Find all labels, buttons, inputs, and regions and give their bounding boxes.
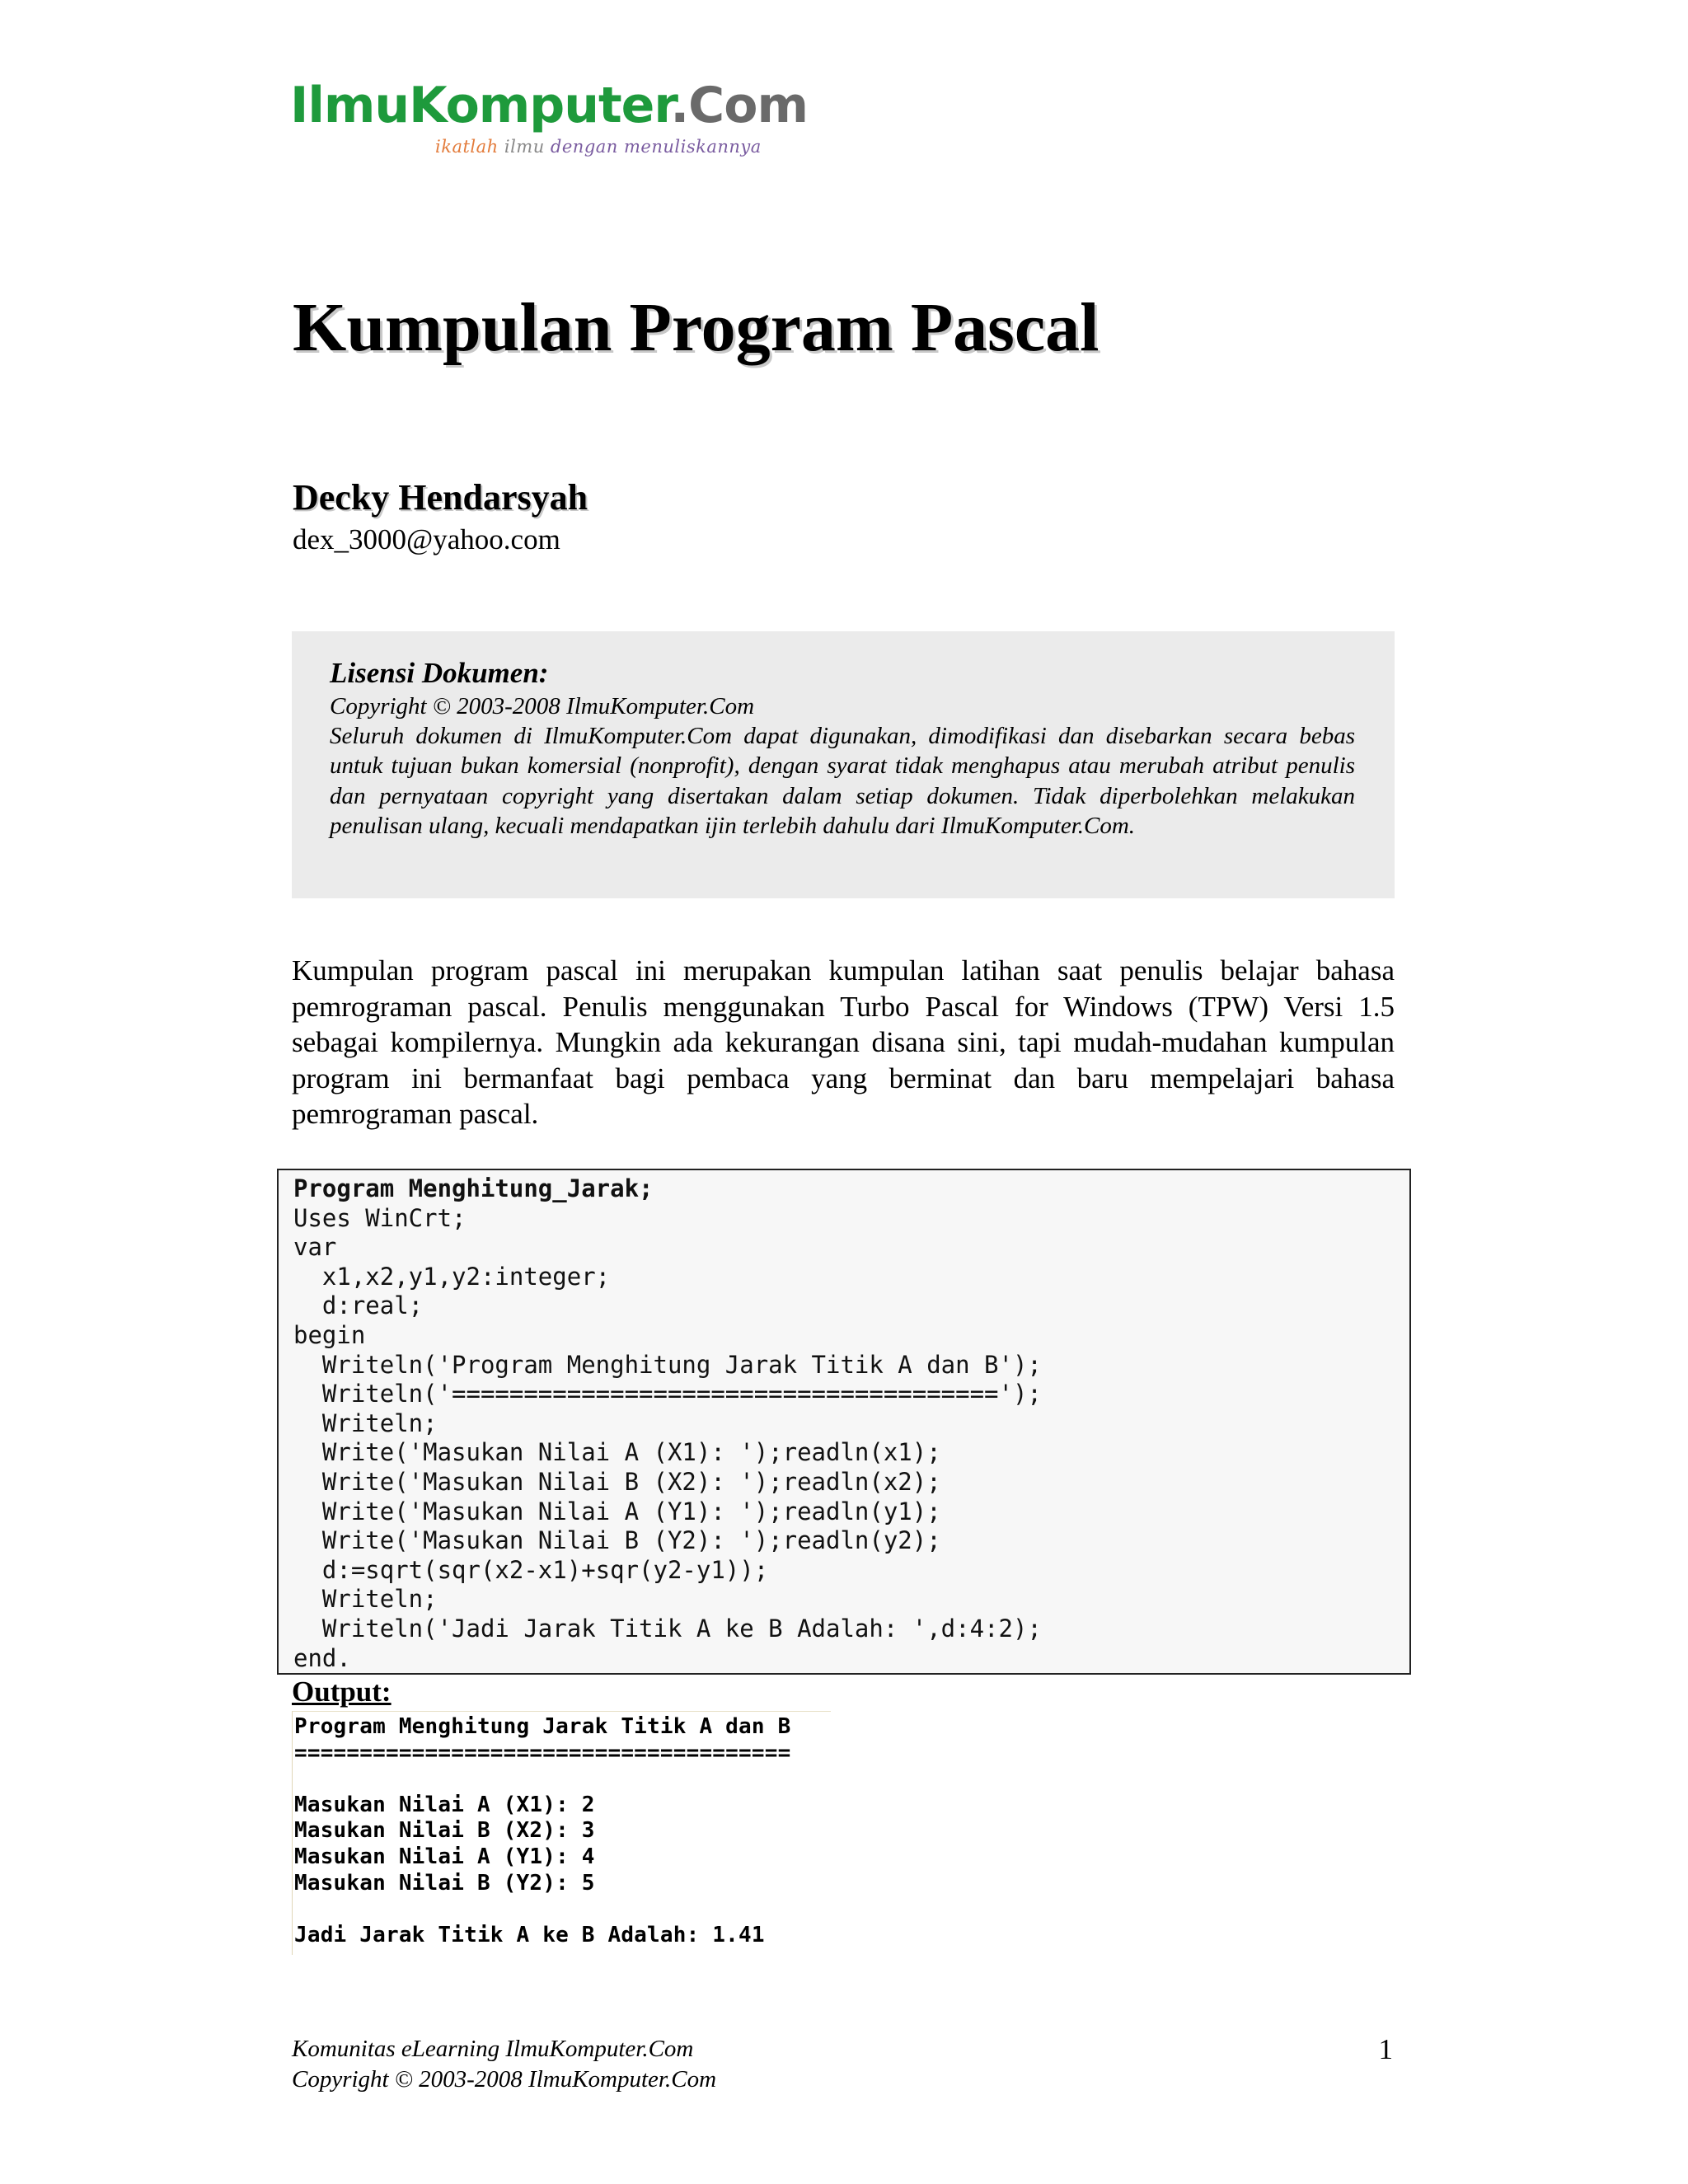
- output-line: [294, 1896, 831, 1923]
- output-line: Program Menghitung Jarak Titik A dan B: [294, 1714, 791, 1739]
- author-email: dex_3000@yahoo.com: [293, 523, 560, 555]
- code-line: end.: [293, 1643, 351, 1672]
- page-number: 1: [1378, 2033, 1393, 2065]
- code-line: Write('Masukan Nilai A (Y1): ');readln(y1);: [293, 1497, 941, 1526]
- footer-community: Komunitas eLearning IlmuKomputer.Com: [292, 2036, 694, 2062]
- output-line: Masukan Nilai A (Y1): 4: [294, 1844, 595, 1869]
- output-line: Masukan Nilai B (Y2): 5: [294, 1870, 595, 1896]
- footer-copyright: Copyright © 2003-2008 IlmuKomputer.Com: [292, 2066, 717, 2093]
- code-line: d:real;: [293, 1291, 424, 1320]
- logo-tagline-word-2: ilmu: [504, 137, 545, 157]
- license-copyright: Copyright © 2003-2008 IlmuKomputer.Com: [330, 692, 755, 719]
- intro-paragraph: Kumpulan program pascal ini merupakan kumpulan latihan saat penulis belajar bahasa pemrograman pascal. Penulis menggunakan Turbo Pascal for Windows (TPW) Versi 1.5 sebagai kompilernya. Mungkin ada kekurangan disana sini, tapi mudah-mudahan kumpulan program ini bermanfaat bagi pembaca yang berminat dan baru mempelajari bahasa pemrograman pascal.: [292, 954, 1395, 1130]
- code-line: Writeln('======================================');: [293, 1380, 1042, 1408]
- code-line: Writeln('Program Menghitung Jarak Titik A dan B');: [293, 1350, 1042, 1379]
- code-line: Write('Masukan Nilai B (X2): ');readln(x2);: [293, 1467, 941, 1496]
- author-name: Decky Hendarsyah: [293, 477, 588, 518]
- logo-text-suffix: .Com: [670, 77, 808, 134]
- output-line: [294, 1766, 831, 1793]
- logo-tagline-word-1: ikatlah: [435, 137, 499, 157]
- logo-text-main: IlmuKomputer: [290, 77, 671, 134]
- site-logo: [290, 77, 808, 157]
- code-line: Writeln('Jadi Jarak Titik A ke B Adalah: ',d:4:2);: [293, 1614, 1042, 1643]
- code-line: Write('Masukan Nilai B (Y2): ');readln(y2);: [293, 1526, 941, 1555]
- code-line: Program Menghitung_Jarak;: [293, 1174, 654, 1202]
- page-footer: [292, 2034, 716, 2095]
- logo-tagline: [435, 137, 808, 157]
- document-title: Kumpulan Program Pascal: [293, 289, 1100, 366]
- code-listing: [277, 1169, 1411, 1675]
- code-line: var: [293, 1233, 337, 1262]
- code-line: Writeln;: [293, 1408, 438, 1437]
- output-line: Jadi Jarak Titik A ke B Adalah: 1.41: [294, 1922, 765, 1947]
- logo-tagline-word-3: dengan: [550, 137, 618, 157]
- logo-wordmark: [290, 77, 808, 134]
- code-line: d:=sqrt(sqr(x2-x1)+sqr(y2-y1));: [293, 1555, 769, 1584]
- output-console: [292, 1711, 831, 1955]
- license-body: Seluruh dokumen di IlmuKomputer.Com dapat digunakan, dimodifikasi dan disebarkan secara bebas untuk tujuan bukan komersial (nonprofit), dengan syarat tidak menghapus atau merubah atribut penulis dan pernyataan copyright yang disertakan dalam setiap dokumen. Tidak diperbolehkan melakukan penulisan ulang, kecuali mendapatkan ijin terlebih dahulu dari IlmuKomputer.Com.: [330, 722, 1355, 839]
- code-line: Writeln;: [293, 1585, 438, 1614]
- code-line: begin: [293, 1320, 366, 1349]
- code-line: Write('Masukan Nilai A (X1): ');readln(x1);: [293, 1438, 941, 1467]
- output-line: ======================================: [294, 1740, 791, 1765]
- output-line: Masukan Nilai A (X1): 2: [294, 1792, 595, 1817]
- output-label: Output:: [292, 1675, 392, 1708]
- output-line: Masukan Nilai B (X2): 3: [294, 1818, 595, 1844]
- code-line: x1,x2,y1,y2:integer;: [293, 1262, 611, 1291]
- code-line: Uses WinCrt;: [293, 1203, 467, 1232]
- license-heading: Lisensi Dokumen:: [330, 657, 549, 689]
- logo-tagline-word-4: menuliskannya: [624, 137, 762, 157]
- license-box: [292, 631, 1395, 898]
